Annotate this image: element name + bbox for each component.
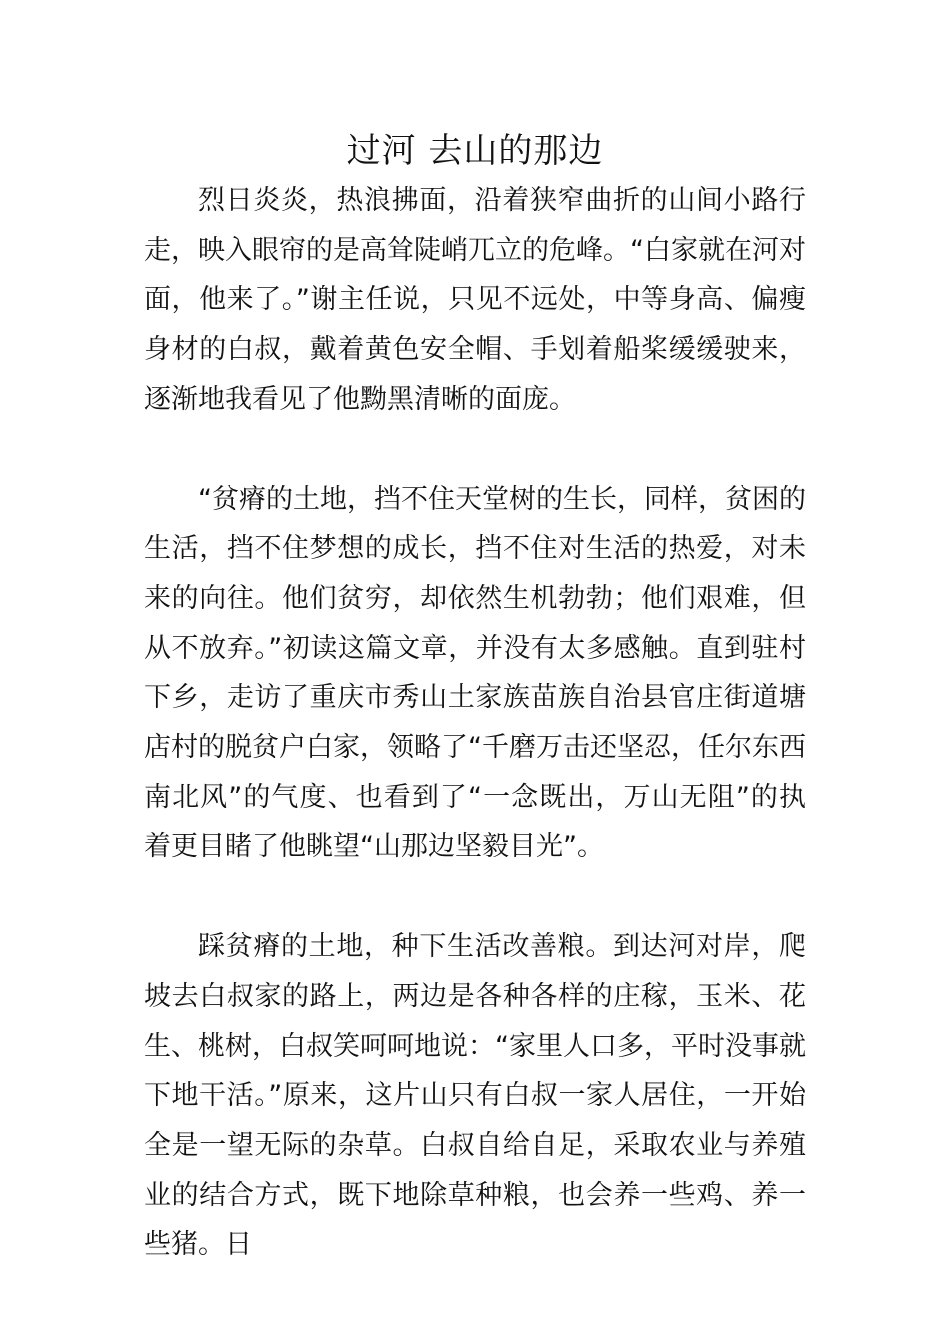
- paragraph-3: 踩贫瘠的土地，种下生活改善粮。到达河对岸，爬坡去白叔家的路上，两边是各种各样的庄稼，玉米、花生、桃树，白叔笑呵呵地说：“家里人口多，平时没事就下地干活。”原来，这片山只有白叔一家人居住，一开始全是一望无际的杂草。白叔自给自足，采取农业与养殖业的结合方式，既下地除草种粮，也会养一些鸡、养一些猪。日: [144, 931, 806, 1261]
- paragraph-1: 烈日炎炎，热浪拂面，沿着狭窄曲折的山间小路行走，映入眼帘的是高耸陡峭兀立的危峰。“白家就在河对面，他来了。”谢主任说，只见不远处，中等身高、偏瘦身材的白叔，戴着黄色安全帽、手划着船桨缓缓驶来，逐渐地我看见了他黝黑清晰的面庞。: [144, 185, 806, 415]
- document-title: 过河 去山的那边: [346, 131, 604, 171]
- paragraph-2: “贫瘠的土地，挡不住天堂树的生长，同样，贫困的生活，挡不住梦想的成长，挡不住对生活的热爱，对未来的向往。他们贫穷，却依然生机勃勃；他们艰难，但从不放弃。”初读这篇文章，并没有太多感触。直到驻村下乡，走访了重庆市秀山土家族苗族自治县官庄街道塘店村的脱贫户白家，领略了“千磨万击还坚忍，任尔东西南北风”的气度、也看到了“一念既出，万山无阻”的执着更目睹了他眺望“山那边坚毅目光”。: [144, 483, 806, 863]
- document-body: [144, 176, 806, 1270]
